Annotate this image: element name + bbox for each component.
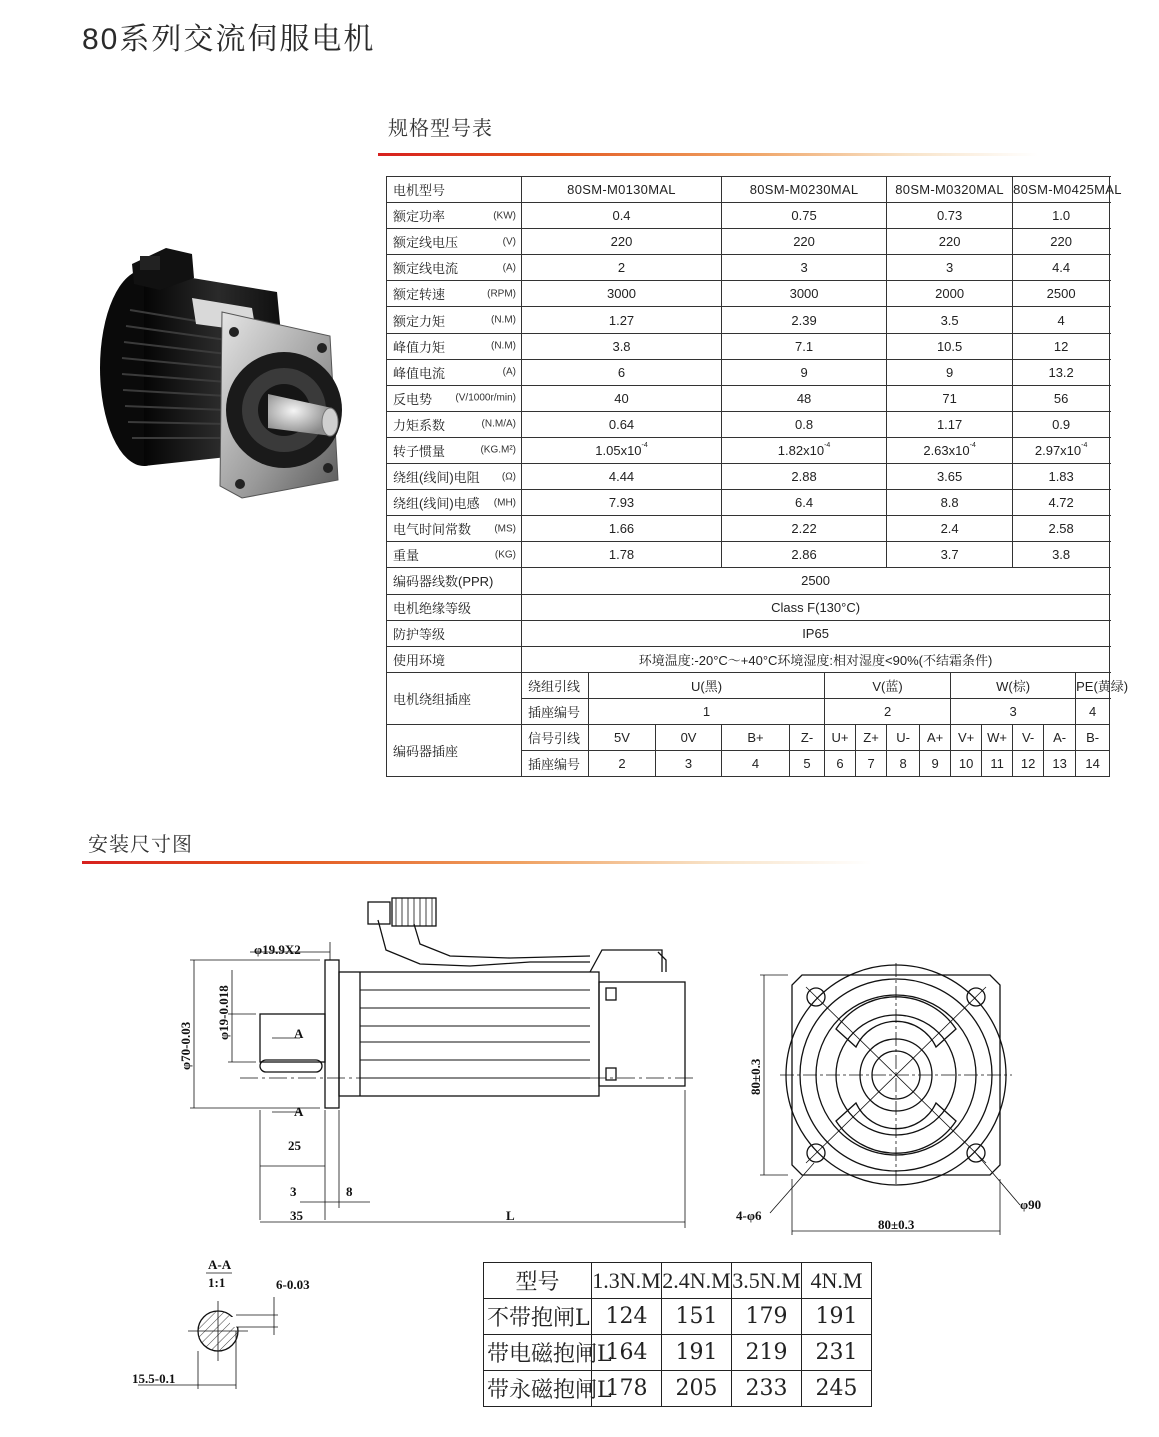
encoder-signal: 5V: [589, 724, 656, 750]
section-mark-a-top: A: [294, 1026, 304, 1041]
spec-value-text: 7.1: [795, 338, 814, 354]
spec-value: [522, 255, 722, 281]
encoder-signal: Z-: [790, 724, 825, 750]
spec-row: [387, 203, 1110, 229]
spec-value-text: 2: [617, 260, 626, 276]
encoder-pin: 5: [790, 751, 825, 777]
encoder-pin-label: 插座编号: [522, 751, 589, 777]
spec-value-text: 1.0: [1052, 208, 1071, 224]
spec-value-text: 2.88: [791, 469, 817, 485]
spec-row-label: [387, 281, 522, 307]
encoder-pin: 2: [589, 751, 656, 777]
spec-row-label-text: 额定转速: [393, 287, 446, 303]
spec-value: [522, 437, 722, 463]
dim-table-row: [484, 1299, 872, 1335]
spec-value: [722, 333, 887, 359]
spec-row-unit: (A): [502, 366, 516, 378]
spec-row-unit: (MH): [493, 497, 516, 509]
winding-pin: 2: [825, 698, 951, 724]
spec-row-label-text: 重量: [393, 548, 420, 564]
dim-table-row: [484, 1335, 872, 1371]
dim-shaft-19: φ19-0.018: [216, 985, 231, 1040]
spec-value: [522, 464, 722, 490]
spec-section-underline: [378, 153, 1038, 156]
spec-value: [887, 229, 1013, 255]
spec-value-text: 3.5: [940, 312, 959, 328]
model-name: 80SM-M0130MAL: [522, 177, 722, 203]
spec-value-text: 9: [945, 364, 954, 380]
spec-value-text: 2.86: [791, 547, 817, 563]
spec-row-unit: (KW): [493, 210, 516, 222]
spec-row: [387, 411, 1110, 437]
side-view-drawing: [170, 890, 700, 1230]
spec-row-label-text: 额定线电压: [393, 235, 459, 251]
spec-value-text: 3.65: [936, 469, 963, 485]
spec-value-text: 2.63x10: [923, 442, 970, 458]
spec-value: [522, 203, 722, 229]
spec-value: [722, 411, 887, 437]
dim-holes: 4-φ6: [736, 1208, 762, 1223]
dim-35: 35: [290, 1208, 303, 1223]
spec-row-unit: (A): [502, 262, 516, 274]
spec-row-label: [387, 464, 522, 490]
spec-value: [522, 229, 722, 255]
dim-cell: 191: [802, 1299, 872, 1335]
spec-header-label: 电机型号: [387, 177, 522, 203]
spec-value: [522, 490, 722, 516]
spec-value-text: 9: [800, 364, 808, 380]
spec-row: [387, 359, 1110, 385]
dim-cell: 245: [802, 1371, 872, 1407]
spec-value-text: 3000: [607, 286, 636, 302]
dim-length-l: L: [506, 1208, 515, 1223]
spec-value: [1013, 385, 1110, 411]
encoder-pin: 6: [825, 751, 856, 777]
dim-cell: 带电磁抱闸L: [484, 1335, 592, 1371]
spec-row-label: [387, 437, 522, 463]
spec-value: [1013, 542, 1110, 568]
encoder-signal-label: 信号引线: [522, 724, 589, 750]
spec-value: [722, 255, 887, 281]
spec-value: [722, 307, 887, 333]
spec-row-label: [387, 542, 522, 568]
spec-value: [522, 385, 722, 411]
section-aa-scale: 1:1: [208, 1275, 226, 1290]
spec-value: [887, 203, 1013, 229]
spec-value-text: 220: [793, 234, 815, 250]
spec-value: [722, 464, 887, 490]
winding-socket-label: 电机绕组插座: [387, 672, 522, 724]
winding-pin-label: 插座编号: [522, 698, 589, 724]
spec-header-row: [387, 177, 1110, 203]
dim-header-cell: 型号: [484, 1263, 592, 1299]
encoder-pin: 8: [887, 751, 920, 777]
winding-lead-label: 绕组引线: [522, 672, 589, 698]
encoder-signal-row: [387, 724, 1110, 750]
motor-photo: [92, 240, 344, 502]
spec-value-text: 2.4: [940, 521, 959, 537]
spec-row: [387, 464, 1110, 490]
spec-row-unit: (KG): [494, 549, 516, 561]
dim-header-cell: 4N.M: [802, 1263, 872, 1299]
spec-value: [1013, 464, 1110, 490]
spec-row: [387, 307, 1110, 333]
spec-value: [522, 333, 722, 359]
spec-row-unit: (RPM): [487, 288, 516, 300]
spec-value-text: 0.64: [608, 416, 635, 432]
dim-pilot-70: φ70-0.03: [178, 1021, 193, 1070]
dim-key-6: 6-0.03: [276, 1277, 310, 1292]
encoder-pin: 4: [722, 751, 790, 777]
spec-row: [387, 385, 1110, 411]
spec-value-text: 2.39: [791, 312, 817, 328]
spec-value-text: 0.8: [795, 416, 814, 432]
spec-value: [887, 255, 1013, 281]
spec-value-text: 0.9: [1052, 416, 1071, 432]
spec-value-text: 2.58: [1048, 521, 1074, 537]
spec-value: [1013, 359, 1110, 385]
install-section-underline: [82, 861, 872, 864]
spec-row-unit: (N.M/A): [481, 418, 516, 430]
page-title: 80系列交流伺服电机: [82, 23, 376, 56]
spec-value: [1013, 333, 1110, 359]
spec-value-text: 3: [945, 260, 954, 276]
winding-pin: 3: [951, 698, 1076, 724]
winding-lead: PE(黄绿): [1076, 672, 1110, 698]
spec-table: [386, 176, 1129, 777]
spec-value: [1013, 255, 1110, 281]
encoder-pin: 11: [982, 751, 1013, 777]
dim-cell: 233: [732, 1371, 802, 1407]
encoder-pin: 9: [920, 751, 951, 777]
spec-row-label-text: 峰值电流: [393, 365, 446, 381]
spec-row-label: [387, 411, 522, 437]
spec-row-unit: (KG.M²): [480, 444, 516, 456]
spec-row-label: [387, 203, 522, 229]
length-dimension-table: [483, 1262, 872, 1407]
spec-row-label: [387, 490, 522, 516]
winding-lead: U(黑): [589, 672, 825, 698]
spec-row-label-text: 绕组(线间)电感: [393, 496, 480, 512]
spec-value: [887, 437, 1013, 463]
spec-value: [722, 542, 887, 568]
dim-square-80-vertical: 80±0.3: [748, 1058, 763, 1095]
spec-row-label-text: 转子惯量: [393, 443, 446, 459]
spec-row-label: [387, 333, 522, 359]
spec-value-text: 10.5: [936, 338, 963, 354]
spec-row-label: 使用环境: [387, 646, 522, 672]
spec-value-text: 4.4: [1052, 260, 1071, 276]
spec-row-label: [387, 516, 522, 542]
spec-value-text: 0.4: [612, 208, 631, 224]
spec-span-row: [387, 620, 1110, 646]
spec-value-text: 6: [617, 364, 626, 380]
dim-header-cell: 2.4N.M: [662, 1263, 732, 1299]
spec-row-label: 防护等级: [387, 620, 522, 646]
exponent: -4: [824, 441, 831, 449]
spec-value-text: 8.8: [940, 495, 959, 511]
spec-value: [1013, 437, 1110, 463]
spec-row-unit: (V/1000r/min): [455, 392, 516, 404]
encoder-signal: A-: [1044, 724, 1076, 750]
spec-value-text: 3.8: [1052, 547, 1071, 563]
spec-row-label: [387, 385, 522, 411]
spec-value: [722, 229, 887, 255]
dim-pcd-90: φ90: [1020, 1197, 1042, 1212]
spec-value: [1013, 307, 1110, 333]
spec-value: [722, 516, 887, 542]
dim-cell: 231: [802, 1335, 872, 1371]
model-name: 80SM-M0320MAL: [887, 177, 1013, 203]
dim-cell: 219: [732, 1335, 802, 1371]
spec-value: [887, 307, 1013, 333]
spec-value-text: 1.78: [608, 547, 635, 563]
section-aa-title: A-A: [208, 1257, 232, 1272]
exponent: -4: [969, 441, 976, 449]
spec-value-text: 3.7: [940, 547, 959, 563]
dim-cell: 179: [732, 1299, 802, 1335]
spec-span-value: IP65: [522, 620, 1110, 646]
spec-row: [387, 255, 1110, 281]
spec-row-label-text: 力矩系数: [393, 417, 446, 433]
spec-value: [1013, 203, 1110, 229]
spec-value-text: 1.83: [1048, 469, 1074, 485]
spec-row-label-text: 峰值力矩: [393, 339, 446, 355]
spec-row-label: 电机绝缘等级: [387, 594, 522, 620]
spec-row-unit: (N.M): [491, 314, 516, 326]
spec-value-text: 220: [610, 234, 633, 250]
spec-value: [522, 359, 722, 385]
install-section-title: 安装尺寸图: [88, 834, 193, 856]
encoder-signal: B-: [1076, 724, 1110, 750]
spec-value-text: 48: [796, 390, 812, 406]
spec-value: [722, 490, 887, 516]
spec-value: [522, 281, 722, 307]
spec-section-title: 规格型号表: [388, 118, 493, 140]
spec-value-text: 2.22: [791, 521, 817, 537]
spec-value-text: 2000: [935, 286, 965, 302]
spec-value-text: 0.73: [936, 208, 963, 224]
spec-row-label-text: 额定功率: [393, 209, 446, 225]
spec-value: [722, 437, 887, 463]
spec-value: [722, 359, 887, 385]
encoder-signal: Z+: [856, 724, 887, 750]
dim-3: 3: [290, 1184, 297, 1199]
spec-row-label: [387, 307, 522, 333]
dim-key-depth-15-5: 15.5-0.1: [132, 1371, 176, 1386]
spec-value-text: 220: [1050, 234, 1072, 250]
dim-cell: 124: [592, 1299, 662, 1335]
encoder-signal: V+: [951, 724, 982, 750]
encoder-pin: 13: [1044, 751, 1076, 777]
encoder-signal: U-: [887, 724, 920, 750]
encoder-pin: 7: [856, 751, 887, 777]
dim-table-header: [484, 1263, 872, 1299]
spec-span-row: [387, 568, 1110, 594]
spec-value: [887, 411, 1013, 437]
spec-row-unit: (MS): [494, 523, 516, 535]
spec-span-value: 环境温度:-20°C～+40°C环境湿度:相对湿度<90%(不结霜条件): [522, 646, 1110, 672]
spec-value-text: 1.17: [936, 416, 963, 432]
dim-header-cell: 1.3N.M: [592, 1263, 662, 1299]
spec-row-unit: (N.M): [491, 340, 516, 352]
spec-value-text: 13.2: [1048, 364, 1074, 380]
exponent: -4: [641, 441, 648, 449]
spec-value: [887, 385, 1013, 411]
front-view-drawing: [730, 955, 1060, 1245]
spec-value: [522, 307, 722, 333]
spec-row: [387, 333, 1110, 359]
spec-value: [522, 411, 722, 437]
spec-value-text: 56: [1053, 390, 1069, 406]
spec-row-label-text: 绕组(线间)电阻: [393, 470, 480, 486]
spec-value: [887, 333, 1013, 359]
spec-value: [887, 542, 1013, 568]
dim-cell: 178: [592, 1371, 662, 1407]
spec-value: [887, 359, 1013, 385]
spec-value-text: 4.44: [608, 469, 635, 485]
model-name: 80SM-M0425MAL: [1013, 177, 1110, 203]
spec-value: [887, 464, 1013, 490]
winding-lead-row: [387, 672, 1110, 698]
spec-value-text: 71: [942, 390, 957, 406]
spec-value: [1013, 516, 1110, 542]
spec-value-text: 1.05x10: [595, 442, 642, 458]
encoder-pin: 3: [656, 751, 722, 777]
spec-value-text: 3: [800, 260, 808, 276]
spec-value: [722, 203, 887, 229]
spec-value: [887, 281, 1013, 307]
encoder-signal: 0V: [656, 724, 722, 750]
winding-lead: V(蓝): [825, 672, 951, 698]
dim-shaft-19-9: φ19.9X2: [254, 942, 301, 957]
encoder-pin: 14: [1076, 751, 1110, 777]
spec-value-text: 2.97x10: [1034, 442, 1082, 458]
encoder-pin: 10: [951, 751, 982, 777]
spec-value-text: 1.27: [608, 312, 635, 328]
spec-value: [887, 516, 1013, 542]
spec-row-label: 编码器线数(PPR): [387, 568, 522, 594]
spec-value: [1013, 281, 1110, 307]
dim-cell: 151: [662, 1299, 732, 1335]
spec-row-label-text: 电气时间常数: [393, 522, 472, 538]
encoder-pin: 12: [1013, 751, 1044, 777]
spec-value-text: 12: [1053, 338, 1069, 354]
spec-value-text: 40: [614, 390, 629, 406]
spec-value: [722, 385, 887, 411]
spec-value-text: 2500: [1046, 286, 1076, 302]
encoder-signal: B+: [722, 724, 790, 750]
dim-cell: 带永磁抱闸L: [484, 1371, 592, 1407]
spec-row: [387, 281, 1110, 307]
spec-row-label: [387, 229, 522, 255]
spec-value: [722, 281, 887, 307]
dim-cell: 不带抱闸L: [484, 1299, 592, 1335]
encoder-signal: V-: [1013, 724, 1044, 750]
spec-row: [387, 490, 1110, 516]
encoder-signal: A+: [920, 724, 951, 750]
model-name: 80SM-M0230MAL: [722, 177, 887, 203]
winding-pin: 1: [589, 698, 825, 724]
encoder-socket-label: 编码器插座: [387, 724, 522, 776]
dim-cell: 164: [592, 1335, 662, 1371]
encoder-signal: W+: [982, 724, 1013, 750]
spec-span-row: [387, 646, 1110, 672]
spec-row: [387, 516, 1110, 542]
spec-span-value: Class F(130°C): [522, 594, 1110, 620]
spec-value-text: 220: [938, 234, 961, 250]
encoder-signal: U+: [825, 724, 856, 750]
spec-row-label-text: 反电势: [393, 391, 433, 407]
spec-row-label-text: 额定线电流: [393, 261, 459, 277]
spec-row-unit: (V): [502, 236, 516, 248]
spec-value-text: 3.8: [612, 338, 631, 354]
spec-value: [887, 490, 1013, 516]
spec-value: [522, 516, 722, 542]
spec-span-row: [387, 594, 1110, 620]
spec-value-text: 1.66: [608, 521, 635, 537]
spec-value-text: 0.75: [791, 208, 817, 224]
spec-value-text: 6.4: [795, 495, 814, 511]
spec-value: [1013, 411, 1110, 437]
spec-value-text: 7.93: [608, 495, 635, 511]
spec-value: [1013, 490, 1110, 516]
spec-value-text: 4.72: [1048, 495, 1074, 511]
spec-row-label: [387, 359, 522, 385]
section-aa-drawing: [128, 1255, 308, 1395]
spec-value: [522, 542, 722, 568]
spec-row: [387, 437, 1110, 463]
dim-cell: 191: [662, 1335, 732, 1371]
dim-cell: 205: [662, 1371, 732, 1407]
dim-8: 8: [346, 1184, 353, 1199]
spec-row: [387, 542, 1110, 568]
spec-row-label-text: 额定力矩: [393, 313, 446, 329]
section-mark-a-bottom: A: [294, 1104, 304, 1119]
spec-row: [387, 229, 1110, 255]
spec-row-unit: (Ω): [501, 471, 516, 483]
winding-pin: 4: [1076, 698, 1110, 724]
dim-header-cell: 3.5N.M: [732, 1263, 802, 1299]
spec-value: [1013, 229, 1110, 255]
spec-value-text: 3000: [789, 286, 819, 302]
spec-span-value: 2500: [522, 568, 1110, 594]
exponent: -4: [1081, 441, 1088, 449]
dim-25: 25: [288, 1138, 301, 1153]
spec-value-text: 4: [1057, 312, 1065, 328]
spec-row-label: [387, 255, 522, 281]
dim-square-80-horizontal: 80±0.3: [878, 1217, 915, 1232]
spec-value-text: 1.82x10: [777, 442, 825, 458]
winding-lead: W(棕): [951, 672, 1076, 698]
dim-table-row: [484, 1371, 872, 1407]
